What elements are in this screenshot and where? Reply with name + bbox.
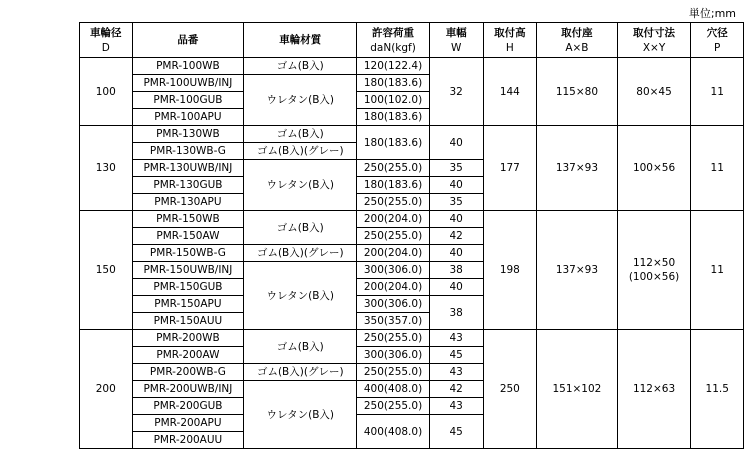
table-row [80,58,744,75]
load-cell: 120(122.4) [357,58,430,75]
width-cell: 40 [429,126,483,160]
part-number-cell: PMR-150GUB [132,279,244,296]
part-number-cell: PMR-100GUB [132,92,244,109]
material-cell: ウレタン(B入) [244,160,357,211]
table-row [80,330,744,347]
material-cell: ウレタン(B入) [244,75,357,126]
mount-dim-cell: 112×50 (100×56) [617,211,691,330]
material-cell: ゴム(B入) [244,126,357,143]
diameter-cell: 100 [80,58,133,126]
part-number-cell: PMR-150WB-G [132,245,244,262]
mount-dim-cell: 80×45 [617,58,691,126]
caster-spec-table [79,22,744,449]
material-cell: ウレタン(B入) [244,262,357,330]
height-cell: 250 [483,330,537,449]
mount-seat-cell: 137×93 [537,211,617,330]
load-cell: 250(255.0) [357,228,430,245]
header-height: 取付高 H [483,23,537,58]
hole-cell: 11 [691,58,744,126]
part-number-cell: PMR-200WB [132,330,244,347]
load-cell: 300(306.0) [357,262,430,279]
part-number-cell: PMR-100WB [132,58,244,75]
part-number-cell: PMR-130WB [132,126,244,143]
width-cell: 35 [429,194,483,211]
load-cell: 180(183.6) [357,126,430,160]
mount-seat-cell: 115×80 [537,58,617,126]
header-row [80,23,744,58]
hole-cell: 11 [691,126,744,211]
width-cell: 43 [429,398,483,415]
header-diameter: 車輪径 D [80,23,133,58]
height-cell: 177 [483,126,537,211]
part-number-cell: PMR-200GUB [132,398,244,415]
width-cell: 40 [429,211,483,228]
width-cell: 35 [429,160,483,177]
load-cell: 300(306.0) [357,296,430,313]
header-width: 車幅 W [429,23,483,58]
part-number-cell: PMR-130UWB/INJ [132,160,244,177]
mount-seat-cell: 137×93 [537,126,617,211]
part-number-cell: PMR-100APU [132,109,244,126]
load-cell: 250(255.0) [357,330,430,347]
diameter-cell: 150 [80,211,133,330]
mount-seat-cell: 151×102 [537,330,617,449]
width-cell: 40 [429,177,483,194]
header-hole: 穴径 P [691,23,744,58]
width-cell: 45 [429,415,483,449]
header-material: 車輪材質 [244,23,357,58]
width-cell: 42 [429,381,483,398]
width-cell: 38 [429,296,483,330]
header-part-number: 品番 [132,23,244,58]
part-number-cell: PMR-150WB [132,211,244,228]
part-number-cell: PMR-130GUB [132,177,244,194]
load-cell: 250(255.0) [357,364,430,381]
load-cell: 350(357.0) [357,313,430,330]
width-cell: 42 [429,228,483,245]
load-cell: 300(306.0) [357,347,430,364]
part-number-cell: PMR-150AUU [132,313,244,330]
width-cell: 32 [429,58,483,126]
hole-cell: 11.5 [691,330,744,449]
part-number-cell: PMR-200UWB/INJ [132,381,244,398]
material-cell: ゴム(B入) [244,211,357,245]
load-cell: 200(204.0) [357,211,430,228]
width-cell: 40 [429,245,483,262]
part-number-cell: PMR-130APU [132,194,244,211]
table-row [80,211,744,228]
part-number-cell: PMR-200WB-G [132,364,244,381]
material-cell: ゴム(B入) [244,330,357,364]
header-mount-dim: 取付寸法 X×Y [617,23,691,58]
header-mount-seat: 取付座 A×B [537,23,617,58]
width-cell: 43 [429,330,483,347]
mount-dim-cell: 112×63 [617,330,691,449]
load-cell: 400(408.0) [357,381,430,398]
part-number-cell: PMR-150APU [132,296,244,313]
part-number-cell: PMR-200AUU [132,432,244,449]
load-cell: 200(204.0) [357,279,430,296]
height-cell: 144 [483,58,537,126]
material-cell: ゴム(B入)(グレー) [244,143,357,160]
diameter-cell: 200 [80,330,133,449]
width-cell: 45 [429,347,483,364]
part-number-cell: PMR-150UWB/INJ [132,262,244,279]
hole-cell: 11 [691,211,744,330]
material-cell: ゴム(B入)(グレー) [244,245,357,262]
load-cell: 180(183.6) [357,177,430,194]
diameter-cell: 130 [80,126,133,211]
part-number-cell: PMR-130WB-G [132,143,244,160]
part-number-cell: PMR-100UWB/INJ [132,75,244,92]
load-cell: 250(255.0) [357,160,430,177]
width-cell: 38 [429,262,483,279]
load-cell: 100(102.0) [357,92,430,109]
load-cell: 180(183.6) [357,109,430,126]
material-cell: ゴム(B入) [244,58,357,75]
material-cell: ゴム(B入)(グレー) [244,364,357,381]
load-cell: 250(255.0) [357,398,430,415]
load-cell: 200(204.0) [357,245,430,262]
height-cell: 198 [483,211,537,330]
load-cell: 250(255.0) [357,194,430,211]
part-number-cell: PMR-200AW [132,347,244,364]
width-cell: 43 [429,364,483,381]
width-cell: 40 [429,279,483,296]
unit-label: 単位;mm [688,7,736,20]
load-cell: 400(408.0) [357,415,430,449]
header-load: 許容荷重 daN(kgf) [357,23,430,58]
table-row [80,126,744,143]
mount-dim-cell: 100×56 [617,126,691,211]
material-cell: ウレタン(B入) [244,381,357,449]
part-number-cell: PMR-200APU [132,415,244,432]
part-number-cell: PMR-150AW [132,228,244,245]
load-cell: 180(183.6) [357,75,430,92]
